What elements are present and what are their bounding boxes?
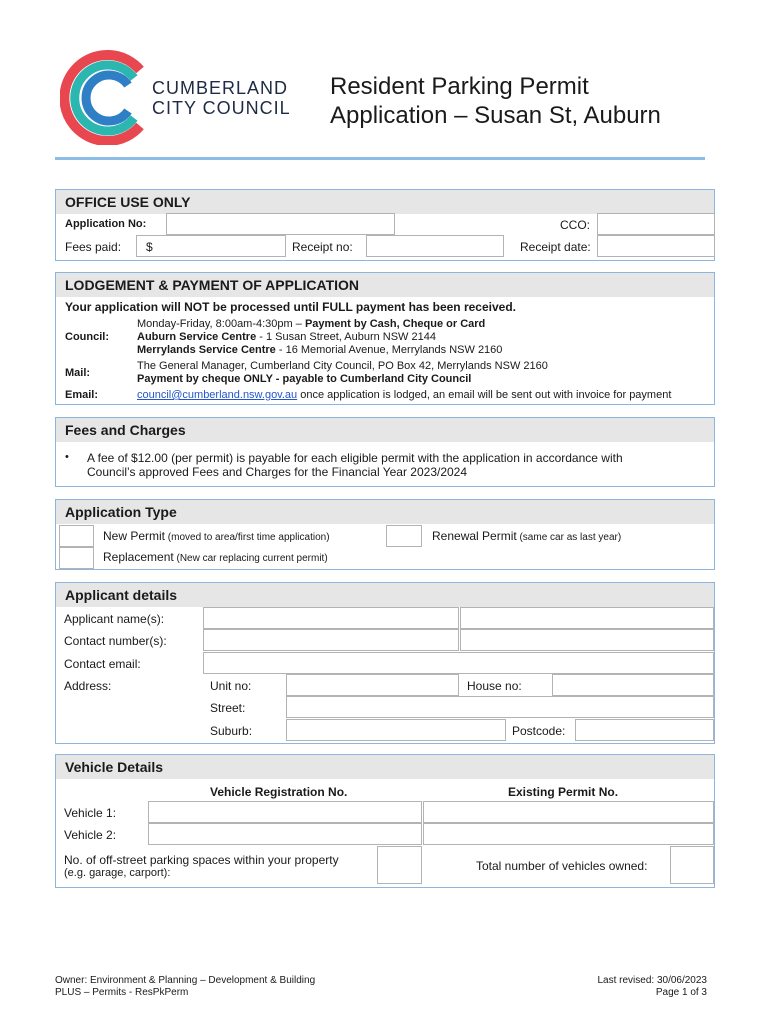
fees-paid-field[interactable] [136,235,286,257]
contact-number-field-2[interactable] [460,629,714,651]
new-permit-note: (moved to area/first time application) [165,532,330,543]
vehicle-1-label: Vehicle 1: [64,806,117,820]
bullet-icon: • [65,451,69,463]
header-divider [55,157,705,160]
vehicle-details-section [55,754,715,888]
logo-line1: CUMBERLAND [152,78,289,98]
renewal-permit-text: Renewal Permit [432,529,517,543]
office-use-heading: OFFICE USE ONLY [56,190,714,214]
renewal-permit-checkbox[interactable] [386,525,422,547]
logo-c-icon [60,50,155,145]
total-vehicles-label: Total number of vehicles owned: [476,859,648,873]
new-permit-label [103,529,330,543]
email-line [137,389,671,401]
mail-address: The General Manager, Cumberland City Council, PO Box 42, Merrylands NSW 2160 [137,360,548,372]
cco-label: CCO: [560,218,590,232]
page-title-line2: Application – Susan St, Auburn [330,102,661,129]
council-label: Council: [65,331,109,343]
total-vehicles-field[interactable] [670,846,714,884]
applicant-details-heading: Applicant details [56,583,714,607]
address-label: Address: [64,679,112,693]
renewal-permit-label [432,529,621,543]
replacement-label [103,550,328,564]
vehicle-details-heading: Vehicle Details [56,755,714,779]
offstreet-parking-example: (e.g. garage, carport): [64,867,171,879]
email-label: Email: [65,389,99,401]
suburb-field[interactable] [286,719,506,741]
applicant-details-section [55,582,715,744]
renewal-permit-note: (same car as last year) [516,532,622,543]
house-no-field[interactable] [552,674,714,696]
receipt-no-label: Receipt no: [292,240,353,254]
footer-document-code: PLUS – Permits - ResPkPerm [55,987,189,998]
footer-owner: Owner: Environment & Planning – Development & Building [55,975,316,986]
council-hours-text: Monday-Friday, 8:00am-4:30pm – [137,318,305,330]
council-email-link[interactable]: council@cumberland.nsw.gov.au [137,389,298,401]
lodgement-section [55,272,715,405]
logo-line2: CITY COUNCIL [152,98,291,118]
office-use-section [55,189,715,261]
applicant-name-field-2[interactable] [460,607,714,629]
merrylands-centre-name: Merrylands Service Centre [137,344,276,356]
postcode-field[interactable] [575,719,714,741]
house-no-label: House no: [467,679,522,693]
fees-section [55,417,715,487]
lodgement-heading: LODGEMENT & PAYMENT OF APPLICATION [56,273,714,297]
cco-field[interactable] [597,213,715,235]
street-label: Street: [210,701,246,715]
applicant-names-label: Applicant name(s): [64,612,165,626]
suburb-label: Suburb: [210,724,253,738]
contact-number-field-1[interactable] [203,629,459,651]
replacement-text: Replacement [103,550,174,564]
auburn-centre-name: Auburn Service Centre [137,331,257,343]
contact-email-field[interactable] [203,652,714,674]
vehicle-2-label: Vehicle 2: [64,828,117,842]
application-type-heading: Application Type [56,500,714,524]
receipt-no-field[interactable] [366,235,504,257]
street-field[interactable] [286,696,714,718]
contact-numbers-label: Contact number(s): [64,634,167,648]
new-permit-text: New Permit [103,529,166,543]
application-no-field[interactable] [166,213,395,235]
vehicle-2-registration-field[interactable] [148,823,422,845]
auburn-centre-address: - 1 Susan Street, Auburn NSW 2144 [256,331,436,343]
replacement-checkbox[interactable] [59,547,94,569]
unit-no-label: Unit no: [210,679,252,693]
council-hours [137,318,485,330]
footer-page-number: Page 1 of 3 [655,987,707,998]
applicant-name-field-1[interactable] [203,607,459,629]
unit-no-field[interactable] [286,674,459,696]
vehicle-1-registration-field[interactable] [148,801,422,823]
merrylands-centre-address: - 16 Memorial Avenue, Merrylands NSW 2160 [275,344,503,356]
application-no-label: Application No: [65,218,147,230]
page-title-line1: Resident Parking Permit [330,73,589,100]
vehicle-registration-column: Vehicle Registration No. [210,785,348,799]
council-logo [60,50,300,145]
fees-paid-label: Fees paid: [65,240,122,254]
fees-heading: Fees and Charges [56,418,714,442]
application-type-section [55,499,715,570]
vehicle-2-permit-field[interactable] [423,823,714,845]
replacement-note: (New car replacing current permit) [173,553,328,564]
mail-label: Mail: [65,367,91,379]
fee-text-line2: Council’s approved Fees and Charges for the Financial Year 2023/2024 [87,465,468,479]
payment-methods: Payment by Cash, Cheque or Card [304,318,486,330]
payment-warning: Your application will NOT be processed until FULL payment has been received. [65,300,516,314]
email-note: once application is lodged, an email will be sent out with invoice for payment [297,389,672,401]
fee-text-line1: A fee of $12.00 (per permit) is payable for each eligible permit with the application in accordance with [87,451,623,465]
existing-permit-column: Existing Permit No. [508,785,619,799]
vehicle-1-permit-field[interactable] [423,801,714,823]
receipt-date-field[interactable] [597,235,715,257]
new-permit-checkbox[interactable] [59,525,94,547]
mail-cheque-note: Payment by cheque ONLY - payable to Cumberland City Council [137,373,472,385]
receipt-date-label: Receipt date: [520,240,591,254]
postcode-label: Postcode: [512,724,566,738]
offstreet-parking-label: No. of off-street parking spaces within your property [64,853,339,867]
dollar-sign: $ [146,240,153,254]
footer-last-revised: Last revised: 30/06/2023 [597,975,707,986]
auburn-centre [137,331,436,343]
offstreet-parking-field[interactable] [377,846,422,884]
merrylands-centre [137,344,502,356]
contact-email-label: Contact email: [64,657,141,671]
